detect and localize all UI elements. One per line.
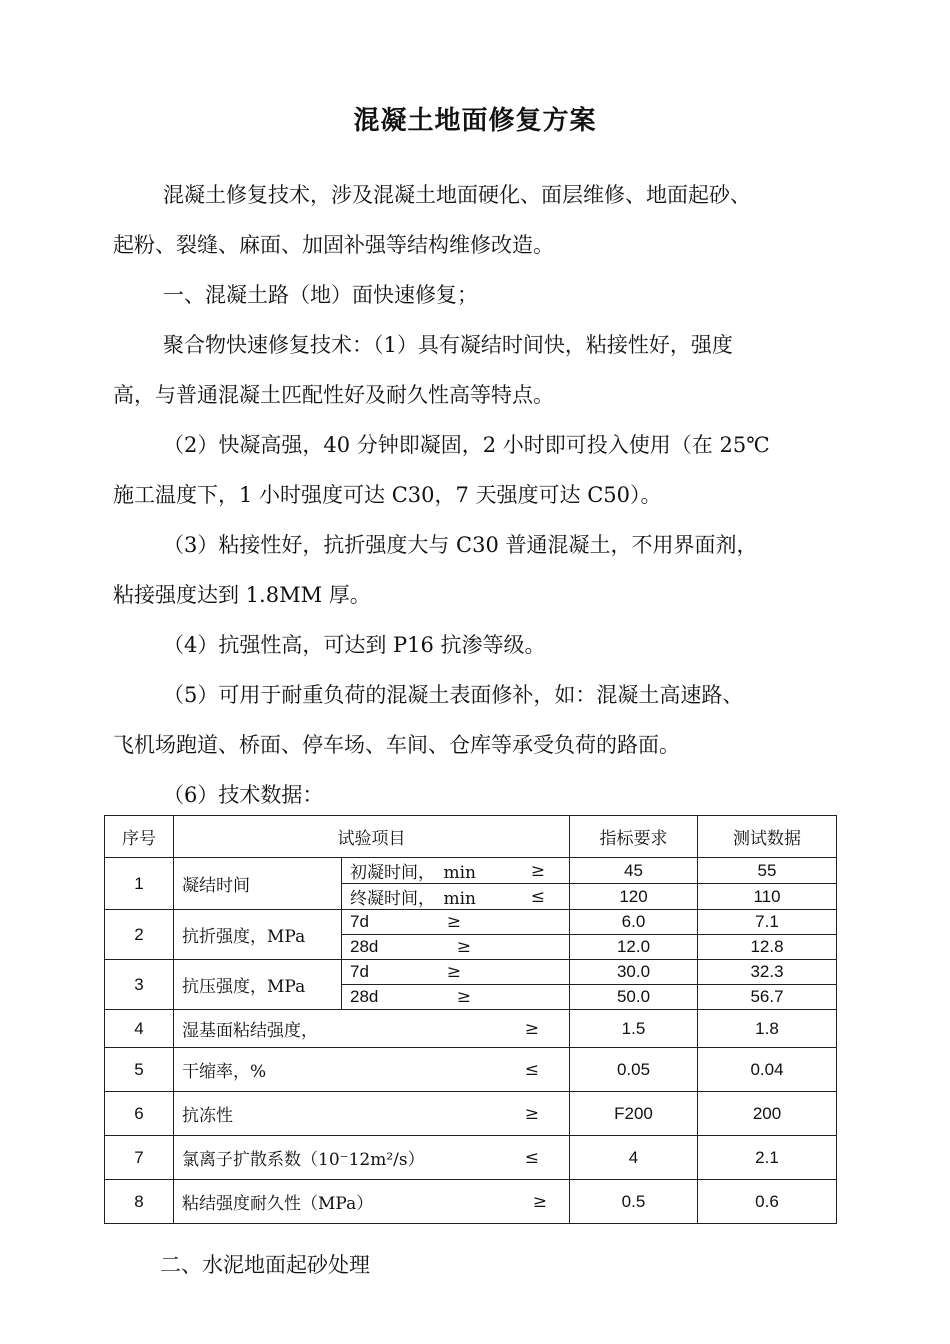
test-value: 56.7: [698, 985, 837, 1010]
document-title: 混凝土地面修复方案: [353, 106, 597, 136]
table-row: [105, 910, 837, 935]
sub-item: [342, 884, 570, 910]
row-item: 抗冻性: [182, 1106, 233, 1126]
test-value: 32.3: [698, 960, 837, 985]
sub-item: [342, 935, 570, 960]
test-value: 0.6: [698, 1180, 837, 1224]
para-3-line-1: （3）粘接性好，抗折强度大与 C30 普通混凝土，不用界面剂，: [163, 533, 758, 557]
para-5-line-1: （5）可用于耐重负荷的混凝土表面修补，如：混凝土高速路、: [163, 683, 744, 707]
intro-line-2: 起粉、裂缝、麻面、加固补强等结构维修改造。: [113, 233, 554, 257]
requirement-value: 45: [570, 858, 698, 884]
row-item-cell: [174, 1010, 570, 1048]
table-row: [105, 1092, 837, 1136]
row-item-cell: [174, 1136, 570, 1180]
test-value: 55: [698, 858, 837, 884]
test-value: 110: [698, 884, 837, 910]
sub-label: 28d: [350, 937, 379, 956]
row-no: 7: [105, 1136, 174, 1180]
table-row: [105, 858, 837, 884]
row-no: 3: [105, 960, 174, 1010]
para-5-line-2: 飞机场跑道、桥面、停车场、车间、仓库等承受负荷的路面。: [113, 733, 680, 757]
para-1-line-1: 聚合物快速修复技术：（1）具有凝结时间快，粘接性好，强度: [163, 333, 733, 357]
row-item: 干缩率，%: [182, 1062, 267, 1082]
para-2-line-2: 施工温度下，1 小时强度可达 C30，7 天强度可达 C50）。: [113, 483, 662, 507]
comparison-symbol: ≤: [524, 1059, 539, 1080]
para-4: （4）抗强性高，可达到 P16 抗渗等级。: [163, 633, 546, 657]
requirement-value: 4: [570, 1136, 698, 1180]
test-value: 7.1: [698, 910, 837, 935]
table-header-row: [105, 816, 837, 858]
sub-label: 7d: [350, 962, 369, 981]
row-no: 2: [105, 910, 174, 960]
comparison-symbol: ≤: [524, 1147, 539, 1168]
sub-item: [342, 858, 570, 884]
header-item: 试验项目: [174, 816, 570, 858]
row-no: 1: [105, 858, 174, 910]
table-row: [105, 960, 837, 985]
sub-label: 7d: [350, 912, 369, 931]
header-requirement: 指标要求: [570, 816, 698, 858]
comparison-symbol: ≥: [456, 987, 471, 1007]
row-item: 氯离子扩散系数（10⁻12m²/s）: [182, 1150, 425, 1170]
comparison-symbol: ≥: [446, 962, 461, 982]
sub-label: 28d: [350, 987, 379, 1006]
technical-data-table: [104, 815, 837, 1224]
table-row: [105, 1136, 837, 1180]
sub-item: [342, 960, 570, 985]
test-value: 0.04: [698, 1048, 837, 1092]
test-value: 2.1: [698, 1136, 837, 1180]
comparison-symbol: ≥: [446, 912, 461, 932]
row-item: 抗压强度，MPa: [174, 960, 342, 1010]
intro-line-1: 混凝土修复技术，涉及混凝土地面硬化、面层维修、地面起砂、: [163, 183, 751, 207]
row-item-cell: [174, 1180, 570, 1224]
requirement-value: 50.0: [570, 985, 698, 1010]
comparison-symbol: ≥: [530, 860, 545, 881]
comparison-symbol: ≤: [530, 886, 545, 907]
requirement-value: 1.5: [570, 1010, 698, 1048]
comparison-symbol: ≥: [524, 1103, 539, 1124]
header-no: 序号: [105, 816, 174, 858]
para-6: （6）技术数据：: [163, 783, 324, 807]
requirement-value: 12.0: [570, 935, 698, 960]
requirement-value: 0.05: [570, 1048, 698, 1092]
row-item-cell: [174, 1092, 570, 1136]
comparison-symbol: ≥: [456, 937, 471, 957]
requirement-value: 0.5: [570, 1180, 698, 1224]
header-test: 测试数据: [698, 816, 837, 858]
requirement-value: F200: [570, 1092, 698, 1136]
section-1-heading: 一、混凝土路（地）面快速修复；: [163, 283, 478, 307]
row-no: 8: [105, 1180, 174, 1224]
row-item: 粘结强度耐久性（MPa）: [182, 1194, 374, 1214]
row-no: 4: [105, 1010, 174, 1048]
sub-item: [342, 985, 570, 1010]
section-2-heading: 二、水泥地面起砂处理: [160, 1253, 370, 1277]
para-2-line-1: （2）快凝高强，40 分钟即凝固，2 小时即可投入使用（在 25℃: [163, 433, 770, 457]
row-no: 6: [105, 1092, 174, 1136]
table-row: [105, 1010, 837, 1048]
row-item-cell: [174, 1048, 570, 1092]
row-item: 湿基面粘结强度，: [182, 1021, 318, 1041]
test-value: 200: [698, 1092, 837, 1136]
test-value: 12.8: [698, 935, 837, 960]
requirement-value: 30.0: [570, 960, 698, 985]
row-no: 5: [105, 1048, 174, 1092]
sub-item: [342, 910, 570, 935]
test-value: 1.8: [698, 1010, 837, 1048]
table-row: [105, 1048, 837, 1092]
table-row: [105, 1180, 837, 1224]
requirement-value: 120: [570, 884, 698, 910]
comparison-symbol: ≥: [524, 1018, 539, 1039]
sub-label: 终凝时间， min: [350, 889, 477, 909]
row-item: 凝结时间: [174, 858, 342, 910]
para-1-line-2: 高，与普通混凝土匹配性好及耐久性高等特点。: [113, 383, 554, 407]
row-item: 抗折强度，MPa: [174, 910, 342, 960]
comparison-symbol: ≥: [532, 1191, 547, 1212]
para-3-line-2: 粘接强度达到 1.8MM 厚。: [113, 583, 371, 607]
sub-label: 初凝时间， min: [350, 863, 477, 883]
requirement-value: 6.0: [570, 910, 698, 935]
